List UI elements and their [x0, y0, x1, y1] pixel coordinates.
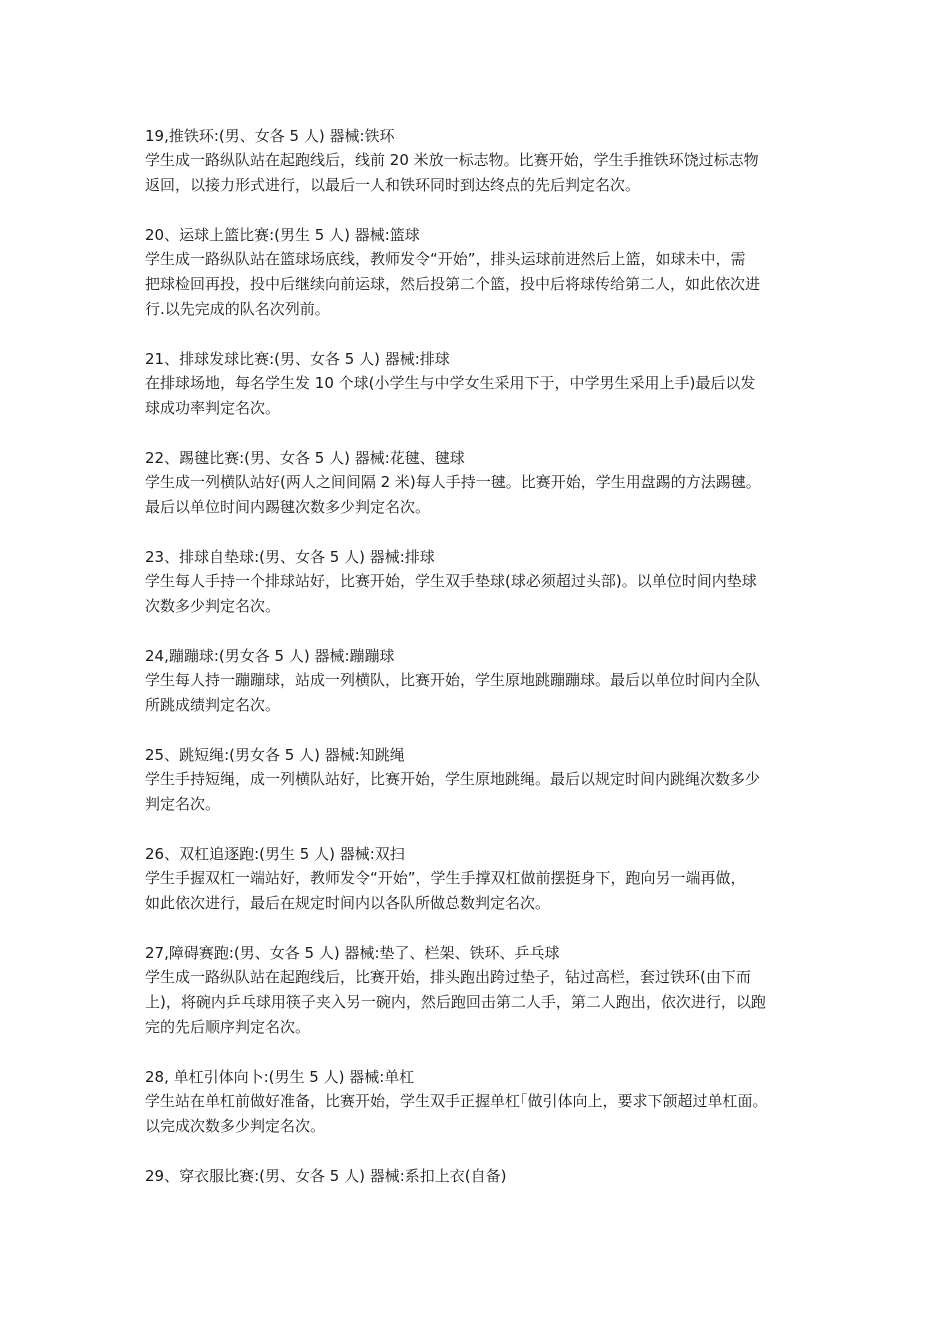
event-item [145, 446, 825, 520]
event-item [145, 124, 825, 198]
event-description-line: 把球检回再投，投中后继续向前运球，然后投第二个篮，投中后将球传给第二人，如此依次进 [145, 275, 761, 293]
event-description-line: 学生成一路纵队站在起跑线后，线前 20 米放一标志物。比赛开始，学生手推铁环饶过标志物 [145, 151, 759, 169]
event-title: 20、运球上篮比赛:(男生 5 人) 器械:篮球 [145, 226, 420, 244]
event-description-line: 所跳成绩判定名次。 [145, 696, 281, 714]
event-description-line: 学生每人手持一个排球站好，比赛开始，学生双手垫球(球必须超过头部)。以单位时间内垫球 [145, 572, 757, 590]
event-title: 25、跳短绳:(男女各 5 人) 器械:知跳绳 [145, 746, 405, 764]
event-description-line: 次数多少判定名次。 [145, 597, 281, 615]
event-description-line: 行.以先完成的队名次列前。 [145, 300, 330, 318]
event-item [145, 842, 825, 916]
event-item [145, 644, 825, 718]
event-item [145, 545, 825, 619]
event-title: 21、排球发球比赛:(男、女各 5 人) 器械:排球 [145, 350, 450, 368]
event-description-line: 学生站在单杠前做好准备，比赛开始，学生双手正握单杠｢做引体向上，要求下颌超过单杠面。 [145, 1092, 768, 1110]
event-description-line: 返回，以接力形式进行，以最后一人和铁环同时到达终点的先后判定名次。 [145, 176, 641, 194]
event-description-line: 学生成一路纵队站在起跑线后，比赛开始，排头跑出跨过垫子，钻过高栏，套过铁环(由下而 [145, 968, 751, 986]
document-page [145, 124, 825, 1188]
event-description-line: 学生手持短绳，成一列横队站好，比赛开始，学生原地跳绳。最后以规定时间内跳绳次数多少 [145, 770, 761, 788]
event-title: 22、踢毽比赛:(男、女各 5 人) 器械:花毽、毽球 [145, 449, 465, 467]
event-title: 19,推铁环:(男、女各 5 人) 器械:铁环 [145, 127, 395, 145]
event-title: 23、排球自垫球:(男、女各 5 人) 器械:排球 [145, 548, 435, 566]
event-description-line: 球成功率判定名次。 [145, 399, 281, 417]
event-item [145, 743, 825, 817]
event-item [145, 941, 825, 1040]
event-title: 24,蹦蹦球:(男女各 5 人) 器械:蹦蹦球 [145, 647, 395, 665]
event-item [145, 1164, 825, 1188]
event-description-line: 学生手握双杠一端站好，教师发令“开始”，学生手撑双杠做前摆挺身下，跑向另一端再做， [145, 869, 746, 887]
event-title: 27,障碍赛跑:(男、女各 5 人) 器械:垫了、栏架、铁环、乒乓球 [145, 944, 560, 962]
event-description-line: 最后以单位时间内踢毽次数多少判定名次。 [145, 498, 431, 516]
event-description-line: 完的先后顺序判定名次。 [145, 1018, 311, 1036]
event-description-line: 以完成次数多少判定名次。 [145, 1117, 326, 1135]
event-title: 29、穿衣服比赛:(男、女各 5 人) 器械:系扣上衣(自备) [145, 1167, 507, 1185]
event-description-line: 上)，将碗内乒乓球用筷子夹入另一碗内，然后跑回击第二人手，第二人跑出，依次进行，以跑 [145, 993, 766, 1011]
event-description-line: 学生成一列横队站好(两人之间间隔 2 米)每人手持一毽。比赛开始，学生用盘踢的方法踢毽。 [145, 473, 761, 491]
event-description-line: 在排球场地，每名学生发 10 个球(小学生与中学女生采用下于，中学男生采用上手)最后以发 [145, 374, 756, 392]
event-description-line: 学生每人持一蹦蹦球，站成一列横队，比赛开始，学生原地跳蹦蹦球。最后以单位时间内全队 [145, 671, 761, 689]
event-item [145, 347, 825, 421]
event-item [145, 223, 825, 322]
event-title: 28, 单杠引体向卜:(男生 5 人) 器械:单杠 [145, 1068, 415, 1086]
event-description-line: 如此依次进行，最后在规定时间内以各队所做总数判定名次。 [145, 894, 551, 912]
event-title: 26、双杠追逐跑:(男生 5 人) 器械:双扫 [145, 845, 405, 863]
event-item [145, 1065, 825, 1139]
event-description-line: 判定名次。 [145, 795, 221, 813]
event-description-line: 学生成一路纵队站在篮球场底线，教师发令“开始”，排头运球前进然后上篮，如球未中，需 [145, 250, 746, 268]
